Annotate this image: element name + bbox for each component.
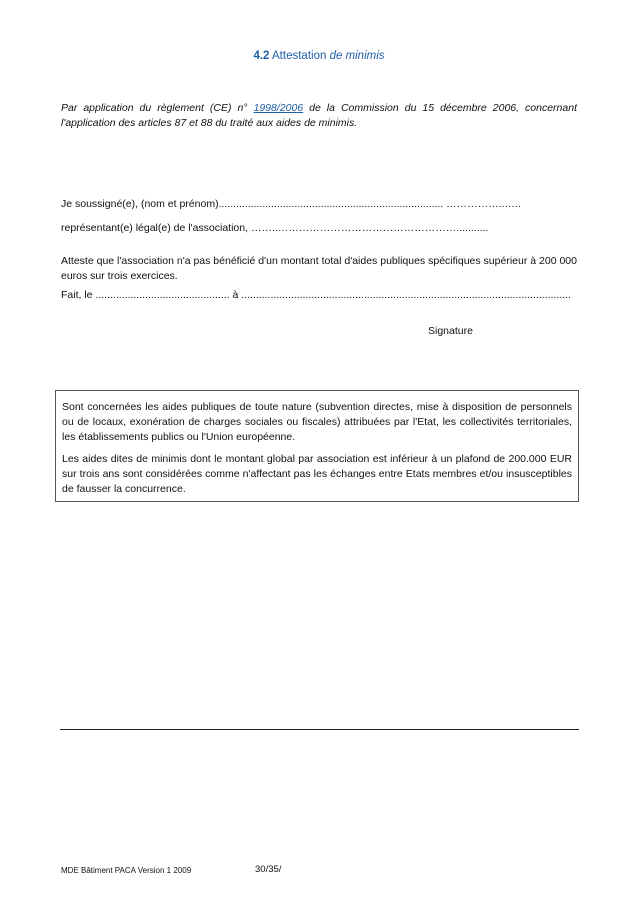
section-title-emphasis: de minimis xyxy=(329,50,385,62)
info-paragraph-2: Les aides dites de minimis dont le montant global par association est inférieur à un plafond de 200.000 EUR sur trois ans sont considérées comme n'affectant pas les échanges entre Etats membres et/ou insusceptibles de fausser la concurrence. xyxy=(62,453,572,495)
signature-label: Signature xyxy=(428,325,473,337)
representative-line: représentant(e) légal(e) de l'association, ……..……………………………………………........... xyxy=(61,222,489,234)
intro-paragraph xyxy=(61,101,577,131)
section-number: 4.2 xyxy=(253,50,270,62)
info-box xyxy=(55,390,579,502)
info-paragraph-1: Sont concernées les aides publiques de toute nature (subvention directes, mise à disposition de personnels ou de locaux, exonération de charges sociales ou fiscales) attribuées par l'Etat, les collectivités territoriales, les établissements publics ou l'Union européenne. xyxy=(62,401,572,443)
attestation-statement: Atteste que l'association n'a pas bénéficié d'un montant total d'aides publiques spécifiques supérieur à 200 000 euros sur trois exercices. xyxy=(61,255,577,282)
signer-name-line: Je soussigné(e), (nom et prénom)............................................................................. ……………..….. xyxy=(61,198,521,210)
horizontal-rule xyxy=(60,729,579,730)
footer-version: MDE Bâtiment PACA Version 1 2009 xyxy=(61,866,192,875)
section-title-text: Attestation xyxy=(272,50,327,62)
section-title xyxy=(0,50,638,62)
place-date-line: Fait, le .............................................. à ................................................................................................................. xyxy=(61,289,571,301)
intro-text-before: Par application du règlement (CE) n° xyxy=(61,102,254,114)
page-number: 30/35/ xyxy=(255,864,282,875)
regulation-link[interactable]: 1998/2006 xyxy=(253,102,304,114)
intro-text-after: de la Commission du 15 décembre 2006, concernant l'application des articles 87 et 88 du traité aux aides de minimis. xyxy=(61,102,577,129)
